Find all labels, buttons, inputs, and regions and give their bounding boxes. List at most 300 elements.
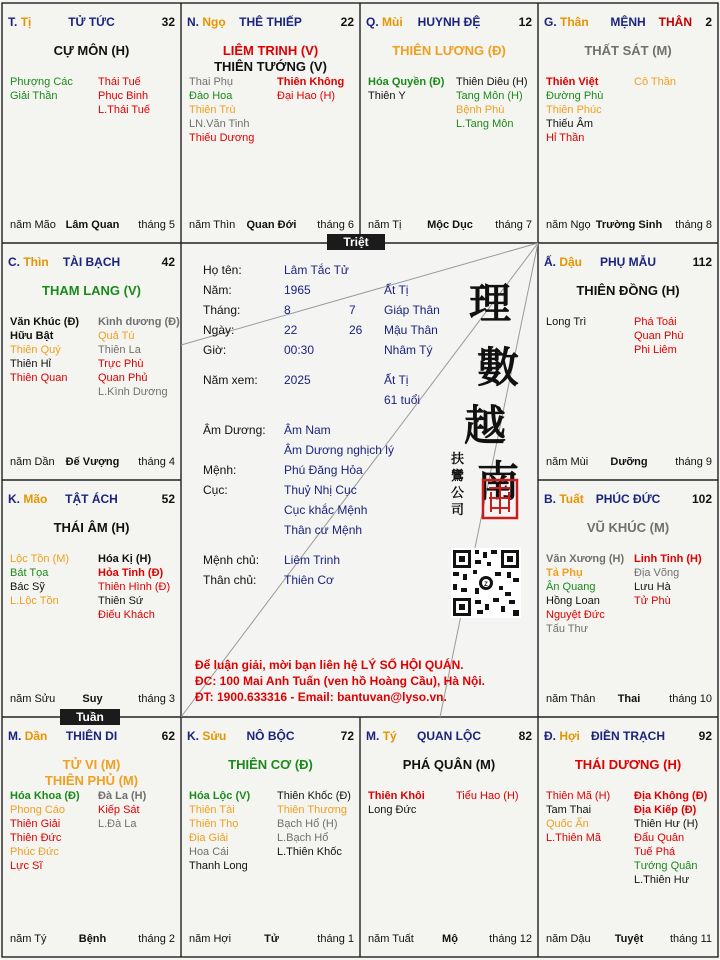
- palace-number: 102: [691, 492, 712, 506]
- contact-line-1: Để luận giải, mời bạn liên hệ LÝ SỐ HỘI QUÁN.: [195, 658, 464, 672]
- cuc-label: Cục:: [203, 483, 228, 497]
- minor-star: Hóa Kị (H): [98, 553, 152, 565]
- minor-star: Thiên Thương: [277, 804, 348, 816]
- palace-month: tháng 4: [138, 456, 175, 468]
- center-info-panel: [181, 243, 538, 717]
- minor-star: Thiên Y: [368, 90, 406, 102]
- palace-number: 112: [692, 255, 712, 269]
- palace-state: Thai: [617, 693, 641, 705]
- than-note: Thân cư Mệnh: [284, 523, 363, 537]
- name-value: Lâm Tắc Tử: [284, 263, 349, 277]
- palace-stem: Q.: [366, 15, 379, 29]
- palace-footer: [546, 693, 712, 707]
- palace-year: năm Thân: [546, 693, 596, 705]
- minor-star: Hóa Lộc (V): [189, 790, 251, 802]
- palace-stem: G.: [544, 15, 557, 29]
- palace-number: 52: [161, 492, 175, 506]
- svg-text:Z: Z: [484, 582, 488, 588]
- menh-label: Mệnh:: [203, 463, 237, 477]
- main-star: VŨ KHÚC (M): [586, 520, 670, 535]
- minor-star: L.Thiên Khốc: [277, 846, 342, 858]
- minor-star: Cô Thần: [634, 76, 676, 88]
- palace-month: tháng 9: [675, 456, 712, 468]
- thanchu-label: Thân chủ:: [203, 573, 257, 587]
- palace-state: Tuyệt: [614, 933, 644, 945]
- palace-year: năm Dần: [10, 456, 55, 468]
- palace-dan[interactable]: [2, 717, 181, 957]
- palace-header: [8, 15, 175, 31]
- palace-name: THIÊN DI: [65, 729, 118, 743]
- palace-year: năm Sửu: [10, 693, 56, 705]
- minor-star: L.Thiên Mã: [546, 832, 602, 844]
- minor-star: Quốc Ấn: [546, 818, 589, 830]
- year-solar: 1965: [284, 283, 311, 297]
- calligraphy-char-3: 越: [464, 401, 507, 450]
- minor-star: Thiên Mã (H): [546, 790, 611, 802]
- palace-ngo[interactable]: [181, 3, 360, 243]
- palace-state: Dưỡng: [610, 456, 648, 468]
- contact-line-2: ĐC: 100 Mai Anh Tuấn (ven hồ Hoàng Cầu), Hà Nội.: [195, 674, 486, 688]
- minor-star: Thanh Long: [189, 860, 248, 872]
- stars-left: [546, 789, 610, 845]
- minor-star: Điếu Khách: [98, 609, 155, 621]
- palace-year: năm Dậu: [546, 933, 591, 945]
- minor-star: Nguyệt Đức: [546, 609, 605, 621]
- minor-star: Hỏa Tinh (Đ): [98, 567, 164, 579]
- palace-stem: N.: [187, 15, 199, 29]
- minor-star: Hồng Loan: [546, 595, 600, 607]
- minor-star: Thiên Hỉ: [10, 358, 51, 370]
- palace-number: 42: [161, 255, 175, 269]
- palace-month: tháng 5: [138, 219, 175, 231]
- main-stars: [2, 520, 181, 536]
- calligraphy-char-2: 數: [477, 343, 520, 392]
- main-stars: [181, 757, 360, 773]
- view-year-value: 2025: [284, 373, 311, 387]
- palace-branch: Tý: [382, 729, 397, 743]
- palace-number: 12: [518, 15, 532, 29]
- palace-stem: T.: [8, 15, 18, 29]
- minor-star: Kình dương (Đ): [98, 316, 180, 328]
- minor-star: Đường Phù: [546, 90, 604, 102]
- main-stars: [2, 283, 181, 299]
- palace-number: 32: [161, 15, 175, 29]
- palace-stem: M.: [8, 729, 22, 743]
- tuan-marker: Tuần: [60, 709, 120, 725]
- name-label: Họ tên:: [203, 263, 242, 277]
- minor-star: Thiên Hình (Đ): [98, 581, 171, 593]
- minor-star: Đẩu Quân: [634, 832, 685, 844]
- palace-stem: Ấ.: [544, 255, 556, 269]
- palace-thin[interactable]: [2, 243, 181, 480]
- palace-tuat[interactable]: [538, 480, 718, 717]
- palace-number: 62: [161, 729, 175, 743]
- palace-name: HUYNH ĐỆ: [417, 15, 481, 29]
- palace-number: 82: [518, 729, 532, 743]
- minor-star: Địa Giải: [189, 832, 229, 844]
- main-star: THÁI DƯƠNG (H): [574, 757, 682, 772]
- minor-star: L.Đà La: [98, 818, 137, 830]
- palace-stem: K.: [187, 729, 199, 743]
- stars-left: [189, 75, 254, 145]
- palace-month: tháng 7: [495, 219, 532, 231]
- hour-lunar: Nhâm Tý: [384, 343, 433, 357]
- palace-footer: [10, 693, 175, 707]
- day-lunar-num: 26: [349, 323, 363, 337]
- palace-branch: Ngọ: [202, 15, 226, 29]
- palace-year: năm Mão: [10, 219, 56, 231]
- palace-state: Trường Sinh: [595, 219, 663, 231]
- hour-label: Giờ:: [203, 343, 227, 357]
- main-star: THIÊN PHỦ (M): [44, 773, 139, 788]
- palace-name: PHÚC ĐỨC: [595, 492, 661, 506]
- palace-year: năm Hợi: [189, 933, 232, 945]
- stars-right: [98, 315, 180, 399]
- palace-branch: Mùi: [382, 15, 403, 29]
- main-star: THIÊN LƯƠNG (Đ): [392, 43, 506, 58]
- stars-right: [98, 75, 150, 117]
- minor-star: Bệnh Phù: [456, 104, 505, 116]
- palace-hoi[interactable]: [538, 717, 718, 957]
- main-stars: [2, 757, 181, 789]
- stars-right: [277, 75, 344, 103]
- palace-state: Bệnh: [78, 933, 107, 945]
- minor-star: Thiên Diêu (H): [456, 76, 528, 88]
- palace-footer: [10, 456, 175, 470]
- minor-star: Tuế Phá: [634, 846, 676, 858]
- palace-number: 22: [340, 15, 354, 29]
- year-lunar: Ất Tị: [384, 283, 409, 297]
- palace-month: tháng 2: [138, 933, 175, 945]
- palace-ty[interactable]: [360, 717, 538, 957]
- minor-star: L.Thiên Hư: [634, 874, 690, 886]
- main-star: THIÊN ĐỒNG (H): [576, 283, 680, 298]
- minor-star: L.Thái Tuế: [98, 104, 150, 116]
- thanchu-value: Thiên Cơ: [284, 573, 334, 587]
- palace-name: PHỤ MẪU: [600, 255, 656, 269]
- minor-star: Thiên La: [98, 344, 141, 356]
- palace-branch: Thìn: [23, 255, 49, 269]
- palace-branch: Dần: [24, 729, 48, 743]
- palace-month: tháng 10: [669, 693, 712, 705]
- palace-stem: Đ.: [544, 729, 556, 743]
- palace-month: tháng 12: [489, 933, 532, 945]
- minor-star: Quan Phù: [634, 330, 684, 342]
- palace-state: Mộ: [442, 933, 458, 945]
- stars-left: [368, 75, 444, 103]
- stars-left: [546, 75, 603, 145]
- main-star: TỬ VI (M): [62, 757, 121, 772]
- minor-star: Long Trì: [546, 316, 587, 328]
- minor-star: Thiên Khốc (Đ): [277, 790, 351, 802]
- palace-branch: Sửu: [202, 729, 227, 743]
- palace-name: TÀI BẠCH: [62, 255, 121, 269]
- minor-star: Phi Liêm: [634, 344, 677, 356]
- main-star: THIÊN TƯỚNG (V): [214, 59, 327, 74]
- palace-year: năm Tý: [10, 933, 47, 945]
- palace-state: Mộc Dục: [427, 219, 473, 231]
- palace-header: [366, 15, 532, 31]
- minor-star: Thiên Việt: [546, 76, 599, 88]
- main-star: THẤT SÁT (M): [584, 43, 672, 58]
- main-stars: [538, 43, 718, 59]
- minor-star: Văn Khúc (Đ): [10, 316, 80, 328]
- palace-footer: [368, 219, 532, 233]
- stars-right: [98, 552, 170, 622]
- month-lunar-num: 7: [349, 303, 356, 317]
- minor-star: Đào Hoa: [189, 90, 233, 102]
- main-star: THIÊN CƠ (Đ): [228, 757, 313, 772]
- minor-star: Ân Quang: [546, 581, 596, 593]
- main-star: LIÊM TRINH (V): [222, 43, 319, 58]
- menh-value: Phú Đăng Hỏa: [284, 463, 363, 477]
- minor-star: Bạch Hổ (H): [277, 818, 338, 830]
- menhchu-label: Mệnh chủ:: [203, 553, 260, 567]
- minor-star: Quan Phủ: [98, 372, 148, 384]
- stars-left: [546, 315, 586, 329]
- minor-star: Hữu Bật: [10, 330, 54, 342]
- minor-star: Long Đức: [368, 804, 417, 816]
- contact-line-3[interactable]: ĐT: 1900.633316 - Email: bantuvan@lyso.vn.: [195, 690, 447, 704]
- stars-right: [634, 75, 676, 89]
- stars-left: [10, 552, 69, 608]
- minor-star: Tang Môn (H): [456, 90, 523, 102]
- palace-branch: Tuất: [559, 492, 584, 506]
- minor-star: Hóa Khoa (Đ): [10, 790, 80, 802]
- minor-star: Phục Binh: [98, 90, 149, 102]
- stars-right: [634, 315, 684, 357]
- cuc-note: Cục khắc Mệnh: [284, 503, 368, 517]
- palace-footer: [10, 219, 175, 233]
- palace-year: năm Tuất: [368, 933, 414, 945]
- palace-header: [544, 729, 712, 745]
- palace-name: NÔ BỘC: [246, 729, 295, 743]
- palace-year: năm Mùi: [546, 456, 589, 468]
- palace-header: [8, 729, 175, 745]
- minor-star: Trực Phù: [98, 358, 144, 370]
- palace-than[interactable]: [538, 3, 718, 243]
- minor-star: Lộc Tồn (M): [10, 553, 70, 565]
- minor-star: Thiên Sứ: [98, 595, 144, 607]
- minor-star: Đại Hao (H): [277, 90, 336, 102]
- month-label: Tháng:: [203, 303, 241, 317]
- palace-month: tháng 3: [138, 693, 175, 705]
- minor-star: Thiếu Âm: [546, 118, 594, 130]
- palace-header: [544, 15, 712, 31]
- minor-star: Tả Phụ: [546, 567, 583, 579]
- palace-footer: [368, 933, 532, 947]
- main-stars: [181, 43, 360, 75]
- view-year-lunar: Ất Tị: [384, 373, 409, 387]
- minor-star: Thiên Quý: [10, 344, 61, 356]
- stars-right: [456, 789, 519, 803]
- minor-star: Thiên Giải: [10, 818, 61, 830]
- cuc-value: Thuỷ Nhị Cục: [284, 483, 357, 497]
- palace-state: Lâm Quan: [65, 219, 120, 231]
- minor-star: L.Tang Môn: [456, 118, 514, 130]
- palace-dau[interactable]: [538, 243, 718, 480]
- palace-tag: THÂN: [658, 15, 692, 29]
- palace-year: năm Thìn: [189, 219, 236, 231]
- main-stars: [538, 283, 718, 299]
- stars-left: [546, 552, 624, 636]
- palace-footer: [546, 456, 712, 470]
- palace-mao[interactable]: [2, 480, 181, 717]
- palace-month: tháng 11: [669, 933, 712, 945]
- palace-name: MỆNH: [610, 15, 646, 29]
- palace-year: năm Ngọ: [546, 219, 591, 231]
- minor-star: Thiên Khôi: [368, 790, 425, 802]
- minor-star: Bác Sỹ: [10, 581, 45, 593]
- day-solar: 22: [284, 323, 298, 337]
- palace-year: năm Tị: [368, 219, 402, 231]
- palace-branch: Thân: [560, 15, 589, 29]
- minor-star: Thái Tuế: [98, 76, 141, 88]
- palace-stem: K.: [8, 492, 20, 506]
- stars-right: [634, 552, 702, 608]
- month-solar: 8: [284, 303, 291, 317]
- minor-star: Địa Không (Đ): [634, 790, 708, 802]
- palace-header: [187, 729, 354, 745]
- minor-star: Văn Xương (H): [546, 553, 625, 565]
- palace-branch: Hợi: [559, 729, 580, 743]
- palace-number: 2: [705, 15, 712, 29]
- palace-mui[interactable]: [360, 3, 538, 243]
- palace-header: [544, 255, 712, 271]
- palace-branch: Tị: [20, 15, 32, 29]
- stars-right: [277, 789, 351, 859]
- minor-star: Tiểu Hao (H): [456, 790, 519, 802]
- minor-star: Lưu Hà: [634, 581, 671, 593]
- palace-number: 92: [698, 729, 712, 743]
- minor-star: Kiếp Sát: [98, 804, 140, 816]
- amduong-note: Âm Dương nghịch lý: [284, 443, 394, 457]
- age-value: 61 tuổi: [384, 393, 421, 407]
- minor-star: Linh Tinh (H): [634, 553, 702, 565]
- stars-left: [10, 315, 79, 385]
- minor-star: Tử Phù: [634, 595, 671, 607]
- minor-star: Đà La (H): [98, 790, 147, 802]
- hour-value: 00:30: [284, 343, 315, 357]
- minor-star: Địa Kiếp (Đ): [634, 804, 697, 816]
- palace-stem: C.: [8, 255, 20, 269]
- minor-star: Thiếu Dương: [189, 132, 255, 144]
- palace-footer: [546, 219, 712, 233]
- minor-star: L.Lộc Tồn: [10, 595, 59, 607]
- palace-suu[interactable]: [181, 717, 360, 957]
- palace-month: tháng 1: [317, 933, 354, 945]
- minor-star: Thiên Đức: [10, 832, 62, 844]
- palace-name: TỬ TỨC: [68, 15, 115, 29]
- month-lunar: Giáp Thân: [384, 303, 440, 317]
- minor-star: Phá Toái: [634, 316, 677, 328]
- qr-code-icon[interactable]: [451, 548, 521, 618]
- palace-header: [366, 729, 532, 745]
- palace-footer: [546, 933, 712, 947]
- minor-star: L.Bạch Hổ: [277, 832, 329, 844]
- palace-state: Suy: [82, 693, 103, 705]
- palace-header: [544, 492, 712, 508]
- minor-star: Quả Tú: [98, 330, 135, 342]
- palace-name: ĐIỀN TRẠCH: [591, 729, 665, 743]
- main-star: PHÁ QUÂN (M): [402, 757, 496, 772]
- view-year-label: Năm xem:: [203, 373, 258, 387]
- main-star: THÁI ÂM (H): [53, 520, 130, 535]
- main-star: CỰ MÔN (H): [53, 43, 130, 58]
- palace-state: Đế Vượng: [65, 456, 120, 468]
- red-seal-icon: [481, 478, 519, 520]
- minor-star: Phượng Các: [10, 76, 73, 88]
- minor-star: Thai Phụ: [189, 76, 234, 88]
- day-lunar: Mậu Thân: [384, 323, 438, 337]
- minor-star: Địa Võng: [634, 567, 680, 579]
- palace-state: Tử: [264, 933, 279, 945]
- minor-star: Tướng Quân: [634, 860, 698, 872]
- palace-name: TẬT ÁCH: [65, 492, 118, 506]
- minor-star: Hóa Quyền (Đ): [368, 76, 445, 88]
- palace-name: QUAN LỘC: [417, 729, 481, 743]
- minor-star: Giải Thần: [10, 90, 58, 102]
- palace-footer: [189, 219, 354, 233]
- palace-footer: [10, 933, 175, 947]
- minor-star: Hoa Cái: [189, 846, 229, 858]
- palace-branch: Dậu: [559, 255, 583, 269]
- palace-ti[interactable]: [2, 3, 181, 243]
- main-star: THAM LANG (V): [42, 283, 141, 298]
- minor-star: Hỉ Thần: [546, 132, 585, 144]
- minor-star: Thiên Quan: [10, 372, 68, 384]
- minor-star: Phong Cáo: [10, 804, 66, 816]
- main-stars: [538, 520, 718, 536]
- minor-star: L.Kình Dương: [98, 386, 168, 398]
- minor-star: Thiên Không: [277, 76, 345, 88]
- stars-right: [456, 75, 528, 131]
- palace-header: [8, 255, 175, 271]
- stars-right: [634, 789, 707, 887]
- calligraphy-char-1: 理: [469, 279, 512, 328]
- calligraphy-small: 扶鸞公司: [451, 452, 465, 518]
- palace-stem: B.: [544, 492, 556, 506]
- minor-star: Thiên Phúc: [546, 104, 602, 116]
- menhchu-value: Liêm Trinh: [284, 553, 341, 567]
- stars-left: [10, 789, 80, 873]
- minor-star: Phúc Đức: [10, 846, 59, 858]
- minor-star: Thiên Trù: [189, 104, 236, 116]
- palace-number: 72: [340, 729, 354, 743]
- year-label: Năm:: [203, 283, 232, 297]
- minor-star: Thiên Thọ: [189, 818, 239, 830]
- palace-footer: [189, 933, 354, 947]
- minor-star: Tam Thai: [546, 804, 592, 816]
- stars-right: [98, 789, 146, 831]
- triet-marker: Triệt: [327, 234, 385, 250]
- stars-left: [368, 789, 425, 817]
- palace-state: Quan Đới: [246, 219, 297, 231]
- minor-star: Bát Tọa: [10, 567, 49, 579]
- palace-branch: Mão: [23, 492, 48, 506]
- calligraphy-char-4: 南: [477, 457, 520, 506]
- main-stars: [538, 757, 718, 773]
- palace-stem: M.: [366, 729, 380, 743]
- minor-star: Thiên Tài: [189, 804, 235, 816]
- main-stars: [360, 43, 538, 59]
- amduong-value: Âm Nam: [284, 423, 331, 437]
- minor-star: Tấu Thư: [546, 623, 589, 635]
- palace-month: tháng 6: [317, 219, 354, 231]
- minor-star: Lực Sĩ: [10, 860, 43, 872]
- main-stars: [2, 43, 181, 59]
- stars-left: [189, 789, 250, 873]
